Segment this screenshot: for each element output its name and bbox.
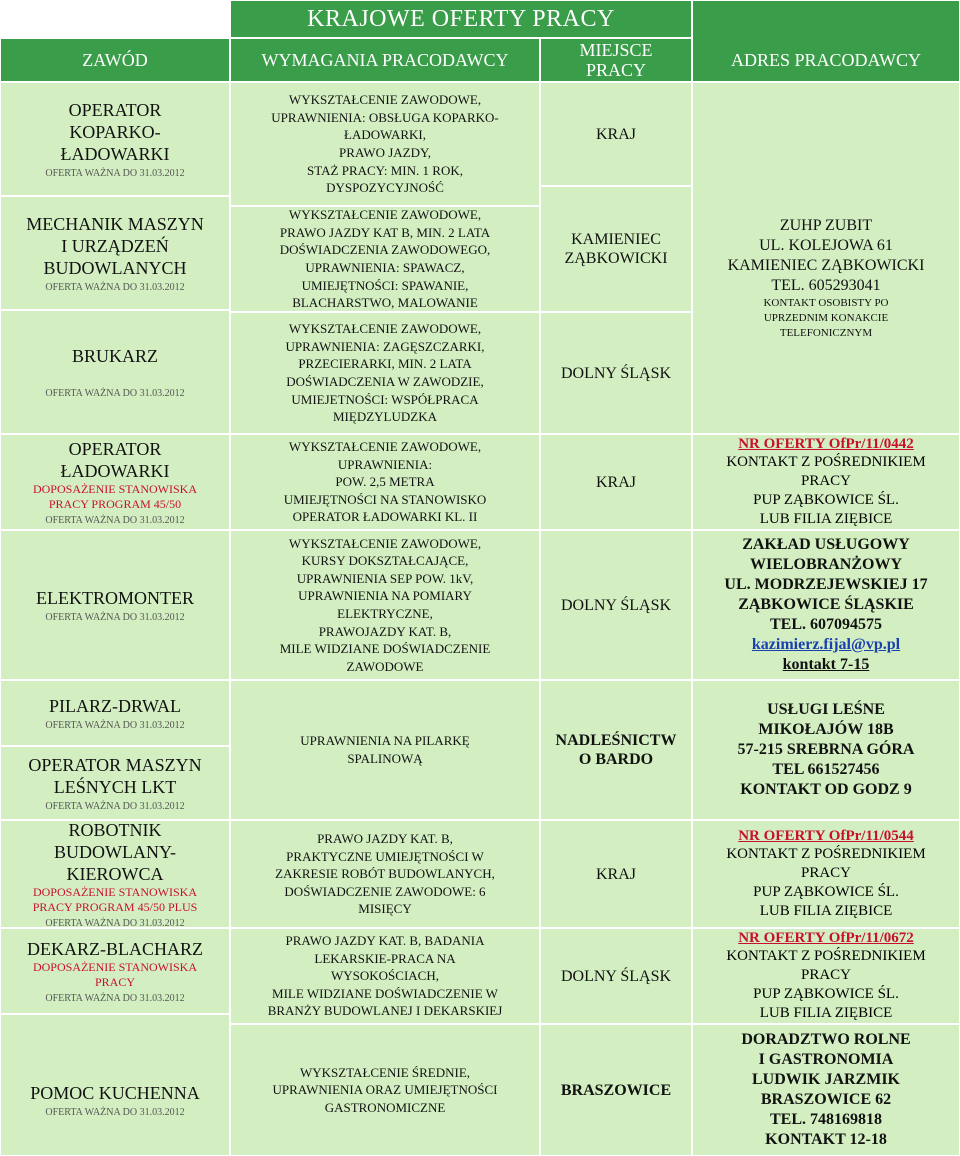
address-note: UPRZEDNIM KONAKCIE (763, 311, 889, 324)
address-line: PUP ZĄBKOWICE ŚL. (753, 884, 899, 900)
requirement-line: MILE WIDZIANE DOŚWIADCZENIE W (272, 985, 498, 1001)
job-title: KOPARKO- (69, 121, 161, 142)
validity-note: OFERTA WAŻNA DO 31.03.2012 (45, 719, 185, 731)
requirement-line: WYKSZTAŁCENIE ZAWODOWE, (288, 207, 482, 223)
address-line: PUP ZĄBKOWICE ŚL. (753, 986, 899, 1002)
address-line: MIKOŁAJÓW 18B (758, 721, 894, 738)
contact-hours: kontakt 7-15 (782, 656, 870, 673)
validity-note: OFERTA WAŻNA DO 31.03.2012 (45, 611, 185, 623)
job-title: OPERATOR (68, 99, 162, 120)
address-line: KONTAKT Z POŚREDNIKIEM (726, 948, 926, 964)
job-cell (0, 310, 230, 434)
validity-note: OFERTA WAŻNA DO 31.03.2012 (45, 167, 185, 179)
validity-note: OFERTA WAŻNA DO 31.03.2012 (45, 992, 185, 1004)
header-requirements (230, 38, 540, 82)
address-line: WIELOBRANŻOWY (749, 556, 903, 573)
address-line: PUP ZĄBKOWICE ŚL. (753, 492, 899, 508)
job-title: ROBOTNIK (68, 820, 162, 840)
job-cell (0, 928, 230, 1014)
place-cell (540, 820, 692, 928)
validity-note: OFERTA WAŻNA DO 31.03.2012 (45, 387, 185, 399)
address-line: I GASTRONOMIA (758, 1051, 894, 1068)
address-line: ZĄBKOWICE ŚLĄSKIE (738, 596, 914, 613)
requirements-cell (230, 928, 540, 1024)
place-text: KRAJ (595, 473, 636, 491)
requirements-cell (230, 434, 540, 530)
address-cell (692, 928, 960, 1024)
address-line: 57-215 SREBRNA GÓRA (737, 741, 915, 758)
job-title: OPERATOR MASZYN (28, 754, 202, 775)
address-line: KONTAKT OD GODZ 9 (740, 781, 912, 798)
subsidy-note: DOPOSAŻENIE STANOWISKA (32, 959, 198, 974)
address-line: KONTAKT 12-18 (765, 1131, 887, 1148)
address-line: LUB FILIA ZIĘBICE (759, 903, 893, 919)
requirements-cell (230, 530, 540, 680)
address-cell (692, 680, 960, 820)
offer-number: NR OFERTY OfPr/11/0442 (738, 436, 914, 452)
requirement-line: STAŻ PRACY: MIN. 1 ROK, (307, 162, 463, 178)
job-cell (0, 680, 230, 746)
address-line: TEL. 607094575 (769, 616, 882, 633)
requirements-cell (230, 82, 540, 206)
place-text: DOLNY ŚLĄSK (560, 596, 672, 614)
header-req-text: WYMAGANIA PRACODAWCY (261, 50, 509, 70)
job-title: DEKARZ-BLACHARZ (27, 938, 203, 959)
job-cell (0, 746, 230, 820)
address-line: USŁUGI LEŚNE (767, 701, 885, 718)
validity-note: OFERTA WAŻNA DO 31.03.2012 (45, 281, 185, 293)
requirement-line: PRZECIERARKI, MIN. 2 LATA (298, 356, 472, 372)
requirement-line: UMIEJĘTNOŚCI: SPAWANIE, (301, 277, 469, 293)
place-cell (540, 928, 692, 1024)
address-line: KONTAKT Z POŚREDNIKIEM (726, 454, 926, 470)
address-line: KAMIENIEC ZĄBKOWICKI (727, 256, 925, 274)
validity-note: OFERTA WAŻNA DO 31.03.2012 (45, 514, 185, 526)
page-title-text: KRAJOWE OFERTY PRACY (307, 5, 615, 32)
requirement-line: KURSY DOKSZTAŁCAJĄCE, (301, 553, 469, 569)
requirement-line: WYKSZTAŁCENIE ZAWODOWE, (288, 535, 482, 551)
place-cell (540, 312, 692, 434)
address-line: TEL. 605293041 (771, 276, 881, 294)
address-cell (692, 1024, 960, 1156)
requirement-line: UPRAWNIENIA SEP POW. 1kV, (296, 570, 474, 586)
address-cell (692, 82, 960, 434)
place-text: NADLEŚNICTW (555, 732, 677, 749)
place-text: O BARDO (578, 751, 654, 768)
requirement-line: MILE WIDZIANE DOŚWIADCZENIE (279, 641, 491, 657)
requirement-line: DYSPOZYCYJNOŚĆ (326, 180, 444, 196)
requirement-line: DOŚWIADCZENIA ZAWODOWEGO, (279, 242, 491, 258)
header-job (0, 38, 230, 82)
header-job-text: ZAWÓD (82, 50, 148, 70)
header-address (692, 0, 960, 82)
job-title: BUDOWLANYCH (43, 257, 187, 278)
job-title: I URZĄDZEŃ (61, 235, 169, 256)
job-title: BRUKARZ (71, 345, 158, 366)
address-note: KONTAKT OSOBISTY PO (763, 296, 889, 309)
place-cell (540, 82, 692, 186)
address-line: PRACY (800, 967, 852, 983)
place-text: BRASZOWICE (560, 1081, 672, 1099)
address-line: ZAKŁAD USŁUGOWY (742, 536, 910, 553)
job-title: BUDOWLANY- (54, 841, 176, 862)
place-cell (540, 530, 692, 680)
requirement-line: UPRAWNIENIA: SPAWACZ, (305, 260, 465, 275)
requirement-line: UPRAWNIENIA NA PILARKĘ (300, 733, 470, 749)
requirement-line: UPRAWNIENIA: (337, 456, 433, 472)
job-cell (0, 530, 230, 680)
address-line: DORADZTWO ROLNE (741, 1031, 911, 1048)
place-cell (540, 680, 692, 820)
requirement-line: DOŚWIADCZENIE ZAWODOWE: 6 (284, 883, 486, 899)
job-cell (0, 82, 230, 196)
subsidy-note: PRACY PROGRAM 45/50 (48, 496, 182, 511)
requirements-cell (230, 206, 540, 312)
requirement-line: ŁADOWARKI, (344, 127, 426, 143)
requirement-line: ZAKRESIE ROBÓT BUDOWLANYCH, (275, 866, 495, 882)
place-text: KAMIENIEC (571, 231, 661, 248)
requirement-line: OPERATOR ŁADOWARKI KL. II (292, 509, 478, 525)
offer-number: NR OFERTY OfPr/11/0544 (738, 828, 914, 844)
requirements-cell (230, 1024, 540, 1156)
address-line: PRACY (800, 865, 852, 881)
requirement-line: GASTRONOMICZNE (324, 1099, 446, 1115)
job-title: OPERATOR (68, 438, 162, 459)
requirement-line: WYSOKOŚCIACH, (331, 968, 439, 984)
requirement-line: WYKSZTAŁCENIE ZAWODOWE, (288, 321, 482, 337)
requirement-line: UMIEJĘTNOŚCI NA STANOWISKO (283, 491, 487, 507)
place-text: DOLNY ŚLĄSK (560, 364, 672, 382)
job-title: MECHANIK MASZYN (26, 213, 204, 234)
requirement-line: SPALINOWĄ (347, 751, 423, 766)
address-cell (692, 530, 960, 680)
requirement-line: DOŚWIADCZENIA W ZAWODZIE, (286, 374, 484, 389)
requirement-line: PRAWO JAZDY, (339, 145, 431, 160)
place-text: KRAJ (595, 125, 636, 143)
place-text: KRAJ (595, 865, 636, 883)
requirement-line: MISIĘCY (358, 901, 412, 917)
address-line: BRASZOWICE 62 (760, 1091, 892, 1108)
address-line: ZUHP ZUBIT (779, 216, 873, 234)
address-cell (692, 434, 960, 530)
requirement-line: PRAWO JAZDY KAT. B, (317, 831, 453, 847)
job-title: LEŚNYCH LKT (53, 776, 177, 797)
header-place-2: PRACY (585, 60, 647, 80)
address-cell (692, 820, 960, 928)
address-line: UL. MODRZEJEWSKIEJ 17 (724, 576, 928, 593)
requirement-line: ELEKTRYCZNE, (337, 606, 433, 621)
job-title: ELEKTROMONTER (36, 587, 194, 608)
subsidy-note: PRACY (94, 974, 135, 989)
requirements-cell (230, 820, 540, 928)
job-cell (0, 1014, 230, 1156)
address-line: PRACY (800, 473, 852, 489)
job-title: KIEROWCA (66, 863, 164, 884)
requirement-line: UPRAWNIENIA: ZAGĘSZCZARKI, (285, 338, 485, 354)
place-text: ZĄBKOWICKI (564, 250, 668, 267)
requirement-line: PRAWOJAZDY KAT. B, (318, 623, 452, 639)
requirement-line: BRANŻY BUDOWLANEJ I DEKARSKIEJ (267, 1003, 503, 1019)
address-line: UL. KOLEJOWA 61 (759, 236, 893, 254)
job-title: ŁADOWARKI (60, 143, 170, 164)
job-title: PILARZ-DRWAL (49, 695, 181, 716)
job-title: ŁADOWARKI (60, 460, 170, 481)
validity-note: OFERTA WAŻNA DO 31.03.2012 (45, 917, 185, 928)
offer-number: NR OFERTY OfPr/11/0672 (738, 930, 914, 946)
job-cell (0, 820, 230, 928)
requirement-line: MIĘDZYLUDZKA (333, 409, 437, 425)
requirement-line: PRAKTYCZNE UMIEJĘTNOŚCI W (286, 848, 484, 864)
requirement-line: LEKARSKIE-PRACA NA (314, 950, 456, 966)
address-line: TEL. 748169818 (769, 1111, 882, 1128)
subsidy-note: DOPOSAŻENIE STANOWISKA (32, 884, 198, 899)
subsidy-note: DOPOSAŻENIE STANOWISKA (32, 481, 198, 496)
address-line: KONTAKT Z POŚREDNIKIEM (726, 846, 926, 862)
address-line: LUB FILIA ZIĘBICE (759, 1005, 893, 1021)
place-cell (540, 434, 692, 530)
address-line: LUDWIK JARZMIK (751, 1071, 900, 1088)
validity-note: OFERTA WAŻNA DO 31.03.2012 (45, 1106, 185, 1118)
place-text: DOLNY ŚLĄSK (560, 967, 672, 985)
job-cell (0, 434, 230, 530)
header-addr-text: ADRES PRACODAWCY (730, 50, 922, 70)
requirement-line: UPRAWNIENIA NA POMIARY (298, 588, 472, 604)
requirement-line: BLACHARSTWO, MALOWANIE (292, 295, 478, 311)
validity-note: OFERTA WAŻNA DO 31.03.2012 (45, 800, 185, 812)
job-cell (0, 196, 230, 310)
requirement-line: WYKSZTAŁCENIE ZAWODOWE, (288, 92, 482, 108)
header-place (540, 38, 692, 82)
place-cell (540, 1024, 692, 1156)
address-note: TELEFONICZNYM (779, 326, 873, 339)
requirements-cell (230, 312, 540, 434)
requirement-line: UPRAWNIENIA ORAZ UMIEJĘTNOŚCI (272, 1082, 498, 1098)
address-line: LUB FILIA ZIĘBICE (759, 511, 893, 527)
requirement-line: PRAWO JAZDY KAT B, MIN. 2 LATA (279, 224, 491, 240)
requirement-line: POW. 2,5 METRA (335, 474, 435, 490)
place-cell (540, 186, 692, 312)
requirement-line: WYKSZTAŁCENIE ŚREDNIE, (299, 1064, 471, 1080)
address-line: TEL 661527456 (772, 761, 880, 778)
requirement-line: UPRAWNIENIA: OBSŁUGA KOPARKO- (271, 109, 499, 125)
requirement-line: UMIEJETNOŚCI: WSPÓŁPRACA (291, 391, 479, 407)
page-title (230, 0, 692, 38)
requirement-line: ZAWODOWE (346, 658, 424, 674)
email-link[interactable]: kazimierz.fijal@vp.pl (751, 636, 901, 653)
header-place-1: MIEJSCE (579, 40, 653, 60)
subsidy-note: PRACY PROGRAM 45/50 PLUS (32, 899, 198, 914)
requirements-cell (230, 680, 540, 820)
job-title: POMOC KUCHENNA (30, 1082, 200, 1103)
requirement-line: WYKSZTAŁCENIE ZAWODOWE, (288, 439, 482, 455)
requirement-line: PRAWO JAZDY KAT. B, BADANIA (285, 933, 485, 949)
